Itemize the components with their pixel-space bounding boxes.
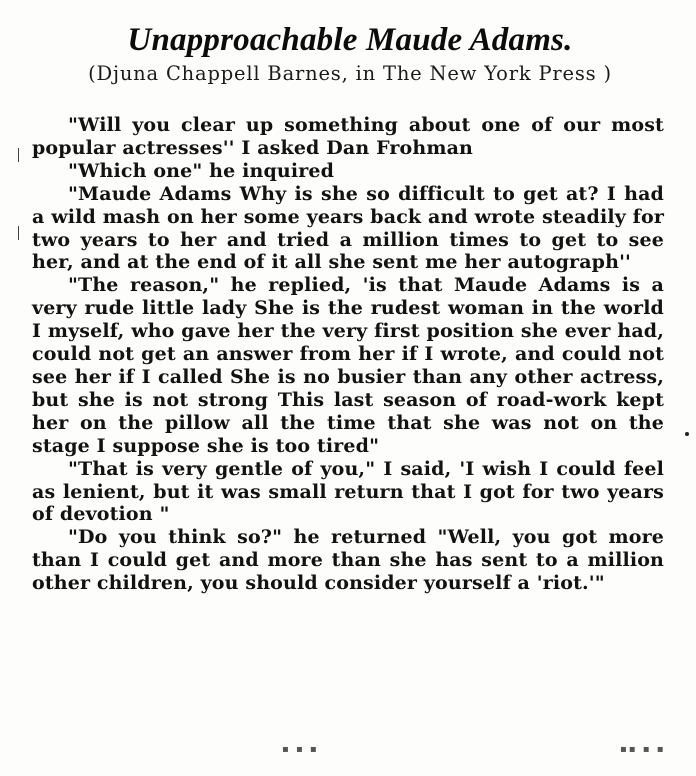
article-body [32,114,664,595]
scan-margin-mark [18,226,19,240]
headline: Unapproachable Maude Adams. [127,22,573,58]
scan-margin-mark [18,148,19,162]
paragraph-4: "The reason," he replied, 'is that Maude Adams is a very rude little lady She is the rudest woman in the world I myself, who gave her the very first position she ever had, could not get an answer from her if I wrote, and could not see her if I called She is no busier than any other actress, but she is not strong This last season of road-work kept her on the pillow all the time that she was not on the stage I suppose she is too tired" [32,274,664,457]
footer-ink-marks: ▪▪ ▪ ▪ [620,744,666,755]
paragraph-2: "Which one" he inquired [68,159,335,182]
paragraph-1: "Will you clear up something about one of our most popular actresses'' I asked Dan Frohman [32,114,664,159]
ink-speck [685,432,689,436]
paragraph-3: "Maude Adams Why is she so difficult to get at? I had a wild mash on her some years back and wrote steadily for two years to her and tried a million times to get to see her, and at the end of it all she sent me her autograph'' [32,182,664,274]
byline: (Djuna Chappell Barnes, in The New York Press ) [88,62,612,85]
paragraph-6: "Do you think so?" he returned "Well, you got more than I could get and more than she has sent to a million other children, you should consider yourself a 'riot.'" [32,526,664,595]
paragraph-5: "That is very gentle of you," I said, 'I wish I could feel as lenient, but it was small return that I got for two years of devotion " [32,457,664,526]
footer-ink-marks: ▪ ▪ ▪ [282,744,319,755]
